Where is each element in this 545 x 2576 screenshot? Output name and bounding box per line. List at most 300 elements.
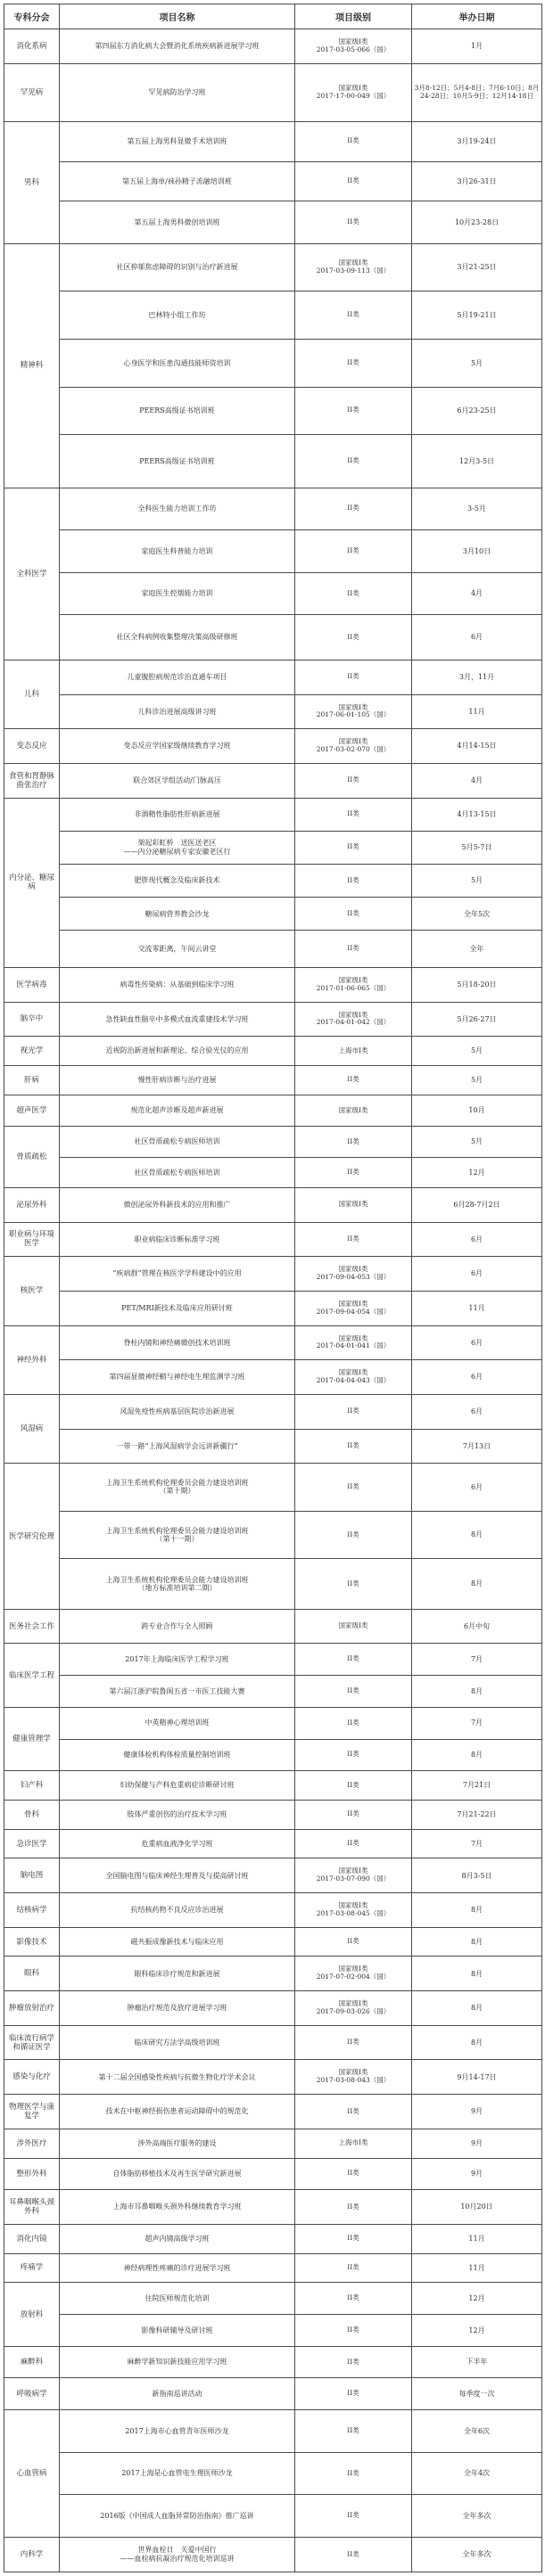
table-row [4,530,542,573]
date-cell: 6月23-25日 [412,387,542,435]
category-cell: 罕见病 [4,63,60,121]
table-row [4,2158,542,2190]
table-row [4,1127,542,1157]
date-cell: 3月19-24日 [412,122,542,162]
project-name-cell: 社区全科病例收集整理决策高级研修班 [60,615,295,660]
table-row [4,1991,542,2026]
table-row [4,2224,542,2253]
project-name-cell: 肿瘤治疗规范及放疗进展学习班 [60,1991,295,2026]
date-cell: 6月 [412,1257,542,1292]
category-cell: 职业病与环境医学 [4,1222,60,1257]
category-cell: 骨质疏松 [4,1127,60,1187]
project-level-cell: II类 [295,763,412,798]
category-cell: 眼科 [4,1957,60,1991]
table-row [4,1002,542,1037]
date-cell: 6月 [412,1222,542,1257]
date-cell: 8月 [412,1991,542,2026]
date-cell: 全年多次 [412,2495,542,2538]
project-level-cell: II类 [295,2378,412,2410]
table-row [4,694,542,729]
project-level-cell: II类 [295,2537,412,2572]
project-name-cell: 慢性肝病诊断与治疗进展 [60,1066,295,1095]
table-row [4,161,542,201]
project-level-cell: 国家级I类 [295,1187,412,1222]
header-row [4,4,542,29]
project-level-cell: 上海市I类 [295,2129,412,2158]
project-level-cell: II类 [295,122,412,162]
category-cell: 呼吸病学 [4,2378,60,2410]
project-level-cell: II类 [295,864,412,897]
project-level-cell: II类 [295,898,412,931]
table-row [4,798,542,831]
project-name-cell: 跨专业合作与全人照顾 [60,1609,295,1644]
project-level-cell: II类 [295,660,412,694]
project-level-cell: 国家级I类 2017-03-07-090（国） [295,1858,412,1893]
project-name-cell: 上海卫生系统机构伦理委员会能力建设培训班 （地方标准培训第二期） [60,1559,295,1610]
date-cell: 5月26-27日 [412,1002,542,1037]
date-cell: 7月 [412,1644,542,1676]
project-name-cell: 第五届上海单/袜孙精子冻融培训班 [60,161,295,201]
date-cell: 下半年 [412,2346,542,2378]
date-cell: 7月13日 [412,1429,542,1464]
training-projects-table [4,4,542,2572]
table-row [4,1609,542,1644]
project-name-cell: 微创泌尿外科新技术的应用和推广 [60,1187,295,1222]
table-row [4,660,542,694]
table-row [4,488,542,530]
table-row [4,2025,542,2060]
project-name-cell: 妇幼保健与产科危重病症诊断研讨班 [60,1771,295,1801]
project-level-cell: II类 [295,435,412,488]
date-cell: 4月14-15日 [412,729,542,764]
project-name-cell: 儿童腹腔病规范诊治直通车项目 [60,660,295,694]
project-name-cell: 职业病临床诊断标准学习班 [60,1222,295,1257]
table-row [4,1800,542,1829]
project-level-cell: II类 [295,1127,412,1157]
category-cell: 核医学 [4,1257,60,1325]
project-level-cell: 上海市I类 [295,1037,412,1066]
table-row [4,2253,542,2283]
date-cell: 3月26-31日 [412,161,542,201]
date-cell: 12月3-5日 [412,435,542,488]
category-cell: 风湿病 [4,1394,60,1463]
table-row [4,1291,542,1325]
date-cell: 7月21-22日 [412,1800,542,1829]
category-cell: 整形外科 [4,2158,60,2190]
category-cell: 视光学 [4,1037,60,1066]
project-level-cell: 国家级I类 [295,1095,412,1127]
header-category: 专科分会 [4,4,60,29]
project-name-cell: 2017年上海临床医学工程学习班 [60,1644,295,1676]
project-name-cell: 第五届上海男科微创培训班 [60,201,295,244]
date-cell: 8月 [412,1927,542,1957]
project-name-cell: 急性缺血性脑卒中多模式血流重建技术学习班 [60,1002,295,1037]
category-cell: 神经外科 [4,1325,60,1394]
date-cell: 9月 [412,2158,542,2190]
category-cell: 医学病毒 [4,967,60,1002]
date-cell: 全年 [412,931,542,968]
project-level-cell: 国家级I类 2017-09-04-053（国） [295,1257,412,1292]
category-cell: 急诊医学 [4,1829,60,1858]
project-level-cell: 国家级I类 2017-03-08-045（国） [295,1893,412,1928]
table-row [4,340,542,388]
project-level-cell: II类 [295,1771,412,1801]
category-cell: 消化内镜 [4,2224,60,2253]
table-row [4,1187,542,1222]
project-level-cell: II类 [295,387,412,435]
project-name-cell: 架起彩虹桥 送医送老区 ——内分泌糖尿病专家安徽老区行 [60,831,295,864]
project-name-cell: 糖尿病营养教会沙龙 [60,898,295,931]
date-cell: 5月 [412,1127,542,1157]
category-cell: 肿瘤放射治疗 [4,1991,60,2026]
category-cell: 内分泌、糖尿病 [4,798,60,967]
date-cell: 8月 [412,1893,542,1928]
date-cell: 10月 [412,1095,542,1127]
project-level-cell: II类 [295,1559,412,1610]
date-cell: 4月 [412,763,542,798]
table-row [4,967,542,1002]
category-cell: 物理医学与康复学 [4,2095,60,2129]
date-cell: 5月 [412,1037,542,1066]
project-level-cell: II类 [295,2346,412,2378]
category-cell: 妇产科 [4,1771,60,1801]
project-name-cell: 住院医师规范化培训 [60,2283,295,2315]
project-level-cell: 国家级I类 2017-04-01-042（国） [295,1002,412,1037]
date-cell: 3-5月 [412,488,542,530]
table-row [4,1511,542,1559]
project-name-cell: 近视防治新进展和新理论、综合验光仪的应用 [60,1037,295,1066]
project-level-cell: 国家级I类 2017-17-00-049（国） [295,63,412,121]
date-cell: 3月21-25日 [412,243,542,291]
project-level-cell: II类 [295,1829,412,1858]
date-cell: 6月 [412,1464,542,1512]
table-row [4,2190,542,2225]
date-cell: 12月 [412,1157,542,1187]
date-cell: 全年4次 [412,2452,542,2495]
table-row [4,2495,542,2538]
project-name-cell: 社区抑郁焦虑障碍的识别与治疗新进展 [60,243,295,291]
date-cell: 6月 [412,1360,542,1395]
category-cell: 男科 [4,122,60,244]
project-name-cell: 全科医生能力培训工作坊 [60,488,295,530]
date-cell: 5月19-21日 [412,291,542,340]
table-row [4,1037,542,1066]
date-cell: 11月 [412,694,542,729]
project-level-cell: II类 [295,1644,412,1676]
project-level-cell: II类 [295,291,412,340]
category-cell: 消化系病 [4,29,60,64]
project-name-cell: 磁共振成像新技术与临床应用 [60,1927,295,1957]
category-cell: 临床医学工程 [4,1644,60,1707]
table-row [4,931,542,968]
category-cell: 泌尿外科 [4,1187,60,1222]
project-level-cell: II类 [295,2158,412,2190]
table-row [4,1257,542,1292]
date-cell: 全年多次 [412,2537,542,2572]
table-row [4,2095,542,2129]
project-level-cell: II类 [295,572,412,615]
table-row [4,898,542,931]
table-row [4,2452,542,2495]
project-level-cell: 国家级I类 2017-03-09-113（国） [295,243,412,291]
date-cell: 6月 [412,1394,542,1429]
project-name-cell: 罕见病防治学习班 [60,63,295,121]
project-level-cell: II类 [295,2495,412,2538]
table-row [4,1464,542,1512]
project-level-cell: II类 [295,2410,412,2453]
category-cell: 骨科 [4,1800,60,1829]
project-name-cell: 社区骨质疏松专病医师培训 [60,1157,295,1187]
project-name-cell: 心身医学和医患沟通技能师资培训 [60,340,295,388]
project-name-cell: 全国脑电图与临床神经生理普及与提高研讨班 [60,1858,295,1893]
category-cell: 放射科 [4,2283,60,2346]
date-cell: 3月，11月 [412,660,542,694]
date-cell: 8月3-5日 [412,1858,542,1893]
project-level-cell: II类 [295,2452,412,2495]
project-level-cell: II类 [295,340,412,388]
project-level-cell: 国家级I类 2017-09-03-026（国） [295,1991,412,2026]
table-row [4,1858,542,1893]
category-cell: 感染与化疗 [4,2060,60,2095]
project-name-cell: 肢体严重创伤的治疗技术学习班 [60,1800,295,1829]
header-project-name: 项目名称 [60,4,295,29]
project-level-cell: II类 [295,2253,412,2283]
date-cell: 3月8-12日；5月4-8日；7月6-10日；8月24-28日；10月5-9日；12月14-18日 [412,63,542,121]
date-cell: 3月10日 [412,530,542,573]
table-row [4,615,542,660]
category-cell: 影像技术 [4,1927,60,1957]
project-level-cell: II类 [295,1800,412,1829]
date-cell: 11月 [412,2224,542,2253]
category-cell: 耳鼻咽喉头颈外科 [4,2190,60,2225]
project-level-cell: II类 [295,2190,412,2225]
date-cell: 4月 [412,572,542,615]
table-row [4,2378,542,2410]
project-name-cell: 肥胖现代概念及临床新技术 [60,864,295,897]
table-row [4,2129,542,2158]
table-row [4,1893,542,1928]
table-row [4,763,542,798]
category-cell: 儿科 [4,660,60,728]
project-name-cell: 家庭医生科普能力培训 [60,530,295,573]
table-row [4,729,542,764]
table-row [4,1957,542,1991]
date-cell: 5月 [412,1066,542,1095]
category-cell: 结核病学 [4,1893,60,1928]
project-name-cell: 超声内镜高级学习班 [60,2224,295,2253]
table-row [4,1927,542,1957]
project-level-cell: II类 [295,931,412,968]
project-name-cell: 上海市耳鼻咽喉头颈外科继续教育学习班 [60,2190,295,2225]
project-name-cell: 新指南巡讲活动 [60,2378,295,2410]
project-name-cell: 上海卫生系统机构伦理委员会能力建设培训班 （第十一期） [60,1511,295,1559]
project-name-cell: 变态反应学国家级继续教育学习班 [60,729,295,764]
date-cell: 6月28-7月2日 [412,1187,542,1222]
category-cell: 健康管理学 [4,1707,60,1770]
project-name-cell: 危重病血液净化学习班 [60,1829,295,1858]
project-level-cell: II类 [295,161,412,201]
project-level-cell: II类 [295,1707,412,1739]
table-row [4,435,542,488]
table-row [4,1644,542,1676]
project-name-cell: 世界血栓日 关爱中国行 ——血栓病抗凝治疗规范化培训巡讲 [60,2537,295,2572]
table-row [4,2346,542,2378]
category-cell: 内科学 [4,2537,60,2572]
table-row [4,1739,542,1771]
project-level-cell: 国家级I类 [295,1609,412,1644]
date-cell: 5月 [412,340,542,388]
project-level-cell: II类 [295,1511,412,1559]
date-cell: 7月21日 [412,1771,542,1801]
category-cell: 临床流行病学和循证医学 [4,2025,60,2060]
project-name-cell: 脊柱内镜和神经痛微创技术培训班 [60,1325,295,1360]
project-name-cell: PET/MRI新技术及临床应用研讨班 [60,1291,295,1325]
table-row [4,1157,542,1187]
project-name-cell: 第四届显微神经鞘与神经电生理监测学习班 [60,1360,295,1395]
project-name-cell: 第十二届全国感染性疾病与抗微生物化疗学术会议 [60,2060,295,2095]
date-cell: 7月 [412,1707,542,1739]
table-row [4,831,542,864]
header-project-level: 项目级别 [295,4,412,29]
project-name-cell: 2017上海是心血管电生理医师沙龙 [60,2452,295,2495]
project-name-cell: 巴林特小组工作坊 [60,291,295,340]
date-cell: 5月18-20日 [412,967,542,1002]
table-row [4,1829,542,1858]
project-name-cell: 神经病理性疼痛的诊疗进展学习班 [60,2253,295,2283]
table-row [4,122,542,162]
category-cell: 精神科 [4,243,60,488]
project-name-cell: 涉外高端医疗服务的建设 [60,2129,295,2158]
project-name-cell: 第六届江浙沪皖鲁闽五省一市医工技能大赛 [60,1676,295,1708]
table-row [4,29,542,64]
date-cell: 全年5次 [412,898,542,931]
table-body [4,29,542,2572]
table-row [4,63,542,121]
table-row [4,1222,542,1257]
table-row [4,1360,542,1395]
date-cell: 5月5-7日 [412,831,542,864]
project-name-cell: PEERS高级证书培训班 [60,435,295,488]
category-cell: 变态反应 [4,729,60,764]
table-row [4,2537,542,2572]
project-name-cell: “疾病群”管理在核医学学科建设中的应用 [60,1257,295,1292]
project-level-cell: II类 [295,2315,412,2347]
date-cell: 全年6次 [412,2410,542,2453]
project-name-cell: 家庭医生控烟能力培训 [60,572,295,615]
project-name-cell: 第五届上海男科显微手术培训班 [60,122,295,162]
project-name-cell: 健康体检机构体检质量控制培训班 [60,1739,295,1771]
project-name-cell: PEERS高级证书培训班 [60,387,295,435]
project-level-cell: 国家级I类 2017-09-04-054（国） [295,1291,412,1325]
table-row [4,1325,542,1360]
project-name-cell: 自体脂肪移植技术及再生医学研究新进展 [60,2158,295,2190]
table-row [4,291,542,340]
table-row [4,2315,542,2347]
date-cell: 5月 [412,864,542,897]
date-cell: 每季度一次 [412,2378,542,2410]
project-level-cell: II类 [295,1394,412,1429]
project-level-cell: II类 [295,530,412,573]
date-cell: 9月 [412,2129,542,2158]
project-name-cell: 儿科诊治进展高级讲习班 [60,694,295,729]
category-cell: 脑电图 [4,1858,60,1893]
project-name-cell: 眼科临床诊疗规范和新进展 [60,1957,295,1991]
date-cell: 9月 [412,2095,542,2129]
project-level-cell: II类 [295,1464,412,1512]
category-cell: 医务社会工作 [4,1609,60,1644]
date-cell: 8月 [412,1559,542,1610]
project-name-cell: 抗结核药物不良反应诊治进展 [60,1893,295,1928]
project-name-cell: 麻醉学新知识新技能应用学习班 [60,2346,295,2378]
project-level-cell: II类 [295,1157,412,1187]
table-row [4,1066,542,1095]
project-name-cell: 规范化超声诊断及超声新进展 [60,1095,295,1127]
project-level-cell: 国家级I类 2017-03-08-043（国） [295,2060,412,2095]
category-cell: 涉外医疗 [4,2129,60,2158]
category-cell: 医学研究伦理 [4,1464,60,1610]
table-row [4,1095,542,1127]
category-cell: 心血管病 [4,2410,60,2538]
project-name-cell: 影像科研辅导及研讨班 [60,2315,295,2347]
project-level-cell: II类 [295,1739,412,1771]
date-cell: 8月 [412,1957,542,1991]
project-level-cell: II类 [295,1676,412,1708]
date-cell: 9月14-17日 [412,2060,542,2095]
project-name-cell: 上海卫生系统机构伦理委员会能力建设培训班 （第十期） [60,1464,295,1512]
project-level-cell: II类 [295,831,412,864]
project-name-cell: 联合郊区学组活动/门脉高压 [60,763,295,798]
project-level-cell: 国家级I类 2017-07-02-004（国） [295,1957,412,1991]
project-name-cell: 2017上海市心血管青年医师沙龙 [60,2410,295,2453]
project-level-cell: II类 [295,488,412,530]
date-cell: 10月23-28日 [412,201,542,244]
project-level-cell: 国家级I类 2017-01-06-065（国） [295,967,412,1002]
category-cell: 疼痛学 [4,2253,60,2283]
date-cell: 11月 [412,2253,542,2283]
project-level-cell: II类 [295,2095,412,2129]
project-level-cell: 国家级I类 2017-04-04-043（国） [295,1360,412,1395]
table-row [4,201,542,244]
table-row [4,864,542,897]
project-name-cell: 技术在中枢神经损伤患者运动障碍中的规范化 [60,2095,295,2129]
project-level-cell: II类 [295,1066,412,1095]
date-cell: 11月 [412,1291,542,1325]
table-row [4,387,542,435]
project-name-cell: 病毒性传染病：从基础到临床学习班 [60,967,295,1002]
project-level-cell: 国家级I类 2017-04-01-041（国） [295,1325,412,1360]
category-cell: 麻醉科 [4,2346,60,2378]
project-level-cell: II类 [295,615,412,660]
table-row [4,1429,542,1464]
project-name-cell: 中英精神心理培训班 [60,1707,295,1739]
table-row [4,1676,542,1708]
date-cell: 10月20日 [412,2190,542,2225]
date-cell: 12月 [412,2283,542,2315]
project-level-cell: II类 [295,2224,412,2253]
table-row [4,1771,542,1801]
date-cell: 7月 [412,1829,542,1858]
table-row [4,1394,542,1429]
table-row [4,2283,542,2315]
header-date: 举办日期 [412,4,542,29]
project-name-cell: 非酒精性脂肪性肝病新进展 [60,798,295,831]
date-cell: 1月 [412,29,542,64]
project-name-cell: 一带一路“上海风湿病学会远讲新疆行” [60,1429,295,1464]
table-row [4,1707,542,1739]
project-level-cell: II类 [295,2025,412,2060]
project-name-cell: 社区骨质疏松专病医师培训 [60,1127,295,1157]
project-level-cell: II类 [295,1222,412,1257]
